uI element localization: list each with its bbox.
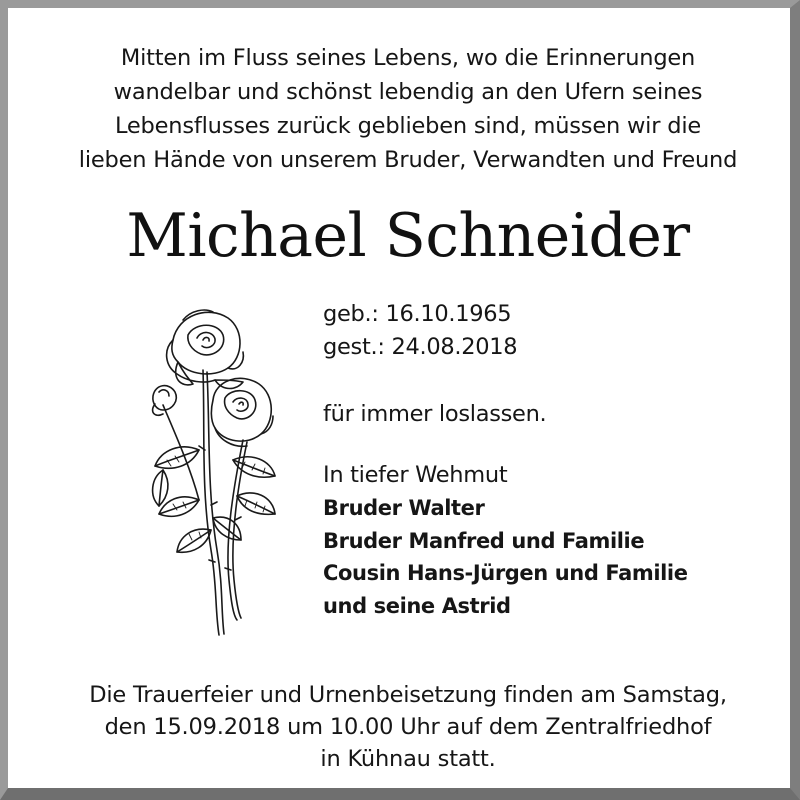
closing-phrase: für immer loslassen. xyxy=(323,401,547,427)
mourner-name: Bruder Walter xyxy=(323,496,485,520)
ceremony-line: in Kühnau statt. xyxy=(320,746,496,772)
death-date: gest.: 24.08.2018 xyxy=(323,334,518,360)
details-column xyxy=(323,298,783,622)
birth-date: geb.: 16.10.1965 xyxy=(323,301,512,327)
mourner-name: Bruder Manfred und Familie xyxy=(323,528,645,553)
intro-line: Lebensflusses zurück geblieben sind, müssen wir die xyxy=(114,113,702,139)
ceremony-line: den 15.09.2018 um 10.00 Uhr auf dem Zentralfriedhof xyxy=(104,714,712,740)
mourners-heading: In tiefer Wehmut xyxy=(323,462,508,488)
intro-line: lieben Hände von unserem Bruder, Verwandten und Freund xyxy=(78,147,738,173)
mourner-name: und seine Astrid xyxy=(323,593,511,618)
mourner-name: Cousin Hans-Jürgen und Familie xyxy=(323,561,688,585)
intro-line: Mitten im Fluss seines Lebens, wo die Erinnerungen xyxy=(120,45,696,71)
intro-line: wandelbar und schönst lebendig an den Ufern seines xyxy=(113,79,703,105)
ceremony-info xyxy=(28,679,788,775)
ceremony-line: Die Trauerfeier und Urnenbeisetzung finden am Samstag, xyxy=(89,682,727,708)
intro-text xyxy=(28,41,788,177)
deceased-name: Michael Schneider xyxy=(126,201,690,271)
rose-illustration-icon xyxy=(133,300,283,645)
